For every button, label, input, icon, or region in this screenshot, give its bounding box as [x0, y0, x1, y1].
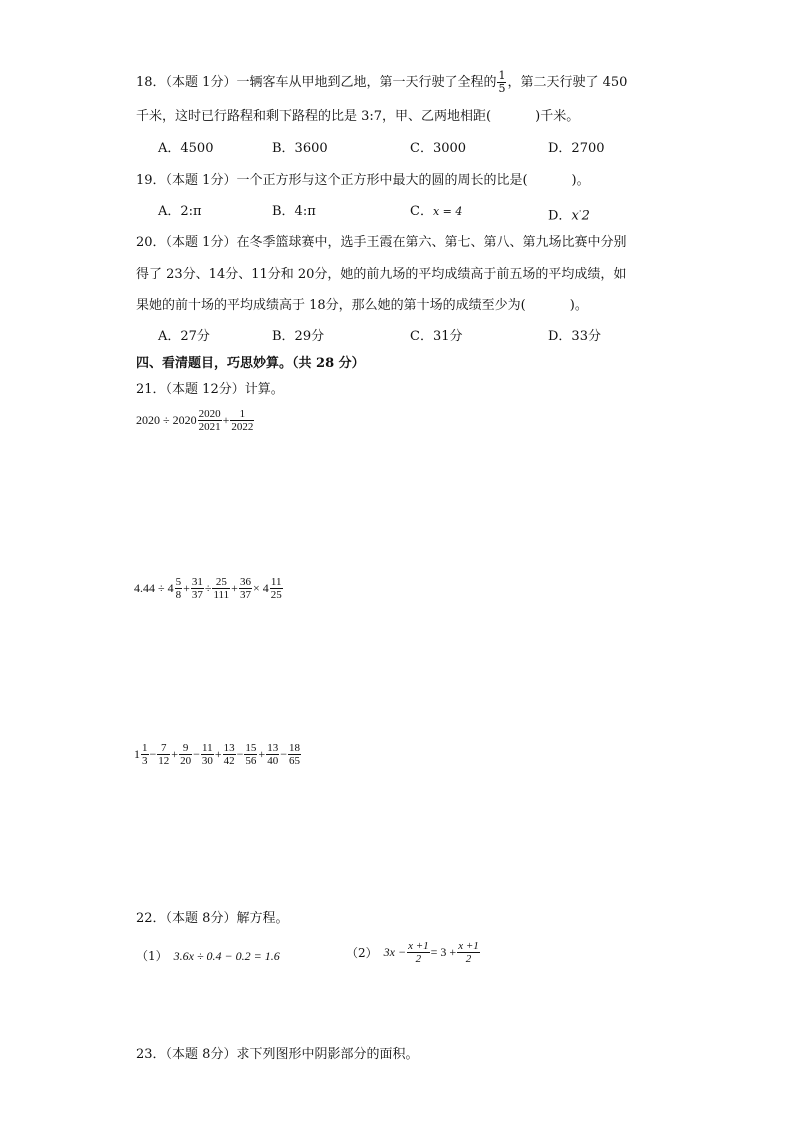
- fraction-den: 8: [175, 589, 182, 601]
- q18-line-1: [136, 70, 627, 95]
- q19-text-a: 19．（本题 1分）一个正方形与这个正方形中最大的圆的周长的比是(: [136, 173, 528, 188]
- fraction-den: 20: [180, 755, 192, 767]
- fraction-den: 2022: [231, 421, 254, 433]
- q20-line-2: 得了 23分、14分、11分和 20分，她的前九场的平均成绩高于前五场的平均成绩，如: [136, 267, 627, 282]
- fraction: [198, 408, 222, 433]
- q19-option-b: B．4:π: [272, 204, 316, 219]
- fraction-den: 2: [415, 953, 422, 965]
- fraction-num: 31: [191, 576, 203, 588]
- fraction-num: 5: [175, 576, 182, 588]
- q19-option-a: A．2:π: [158, 204, 202, 219]
- q20-text-a: 果她的前十场的平均成绩高于 18分，那么她的第十场的成绩至少为(: [136, 298, 526, 313]
- q18-fraction-den: 5: [498, 82, 506, 95]
- fraction-den: 65: [288, 755, 300, 767]
- fraction-den: 56: [245, 755, 257, 767]
- equation-text: 3.6x ÷ 0.4 − 0.2 = 1.6: [173, 949, 280, 963]
- q21-expression-2: [134, 576, 284, 601]
- q18-option-d: D．2700: [548, 141, 605, 156]
- fraction: [230, 408, 254, 433]
- q20-option-b: B．29分: [272, 329, 325, 344]
- operator: +: [222, 413, 230, 427]
- q19-option-c: [410, 203, 462, 221]
- q19-option-d-tail: 2: [581, 208, 590, 224]
- fraction-den: 2021: [198, 421, 221, 433]
- operator: ÷: [204, 581, 212, 595]
- q18-text-c: 千米，这时已行路程和剩下路程的比是 3:7，甲、乙两地相距(: [136, 109, 492, 124]
- q20-line-3: [136, 297, 588, 315]
- fraction-num: 2020: [198, 408, 221, 420]
- fraction-num: 11: [270, 576, 282, 588]
- equation-text: = 3 +: [430, 945, 457, 959]
- q19-option-d: D．x·2: [548, 207, 590, 224]
- fraction-den: 30: [201, 755, 213, 767]
- q19-option-d-math: x: [571, 208, 579, 224]
- fraction: [457, 940, 480, 965]
- operator: +: [171, 747, 179, 761]
- fraction-den: 111: [213, 589, 230, 601]
- q22-equation-1: [136, 947, 280, 964]
- operator: −: [236, 747, 244, 761]
- fraction-den: 37: [191, 589, 203, 601]
- q19-option-c-label: C．: [410, 204, 433, 219]
- fraction-den: 3: [142, 755, 148, 767]
- operator: × 4: [252, 581, 269, 595]
- q20-line-1: 20．（本题 1分）在冬季篮球赛中，选手王霞在第六、第七、第八、第九场比赛中分别: [136, 235, 627, 250]
- q18-text-a: 18．（本题 1分）一辆客车从甲地到乙地，第一天行驶了全程的: [136, 75, 497, 90]
- fraction-num: 11: [202, 742, 213, 754]
- fraction: [407, 940, 430, 965]
- fraction-num: 7: [157, 742, 170, 755]
- fraction: [141, 742, 149, 767]
- q22-title: 22．（本题 8分）解方程。: [136, 911, 289, 926]
- q18-text-b: ，第二天行驶了 450: [507, 75, 628, 90]
- q18-fraction: [497, 70, 506, 95]
- q20-option-c: C．31分: [410, 329, 463, 344]
- fraction-den: 37: [239, 589, 251, 601]
- fraction: [270, 576, 283, 601]
- fraction-num: x +1: [458, 940, 479, 952]
- operator: +: [231, 581, 238, 595]
- fraction: [212, 576, 230, 601]
- section-heading: 四、看清题目，巧思妙算。（共 28 分）: [136, 356, 365, 371]
- q18-option-c: C．3000: [410, 141, 467, 156]
- operator: −: [280, 747, 287, 761]
- fraction-num: 15: [245, 742, 257, 754]
- q18-option-a: A．4500: [158, 141, 214, 156]
- fraction: [179, 742, 192, 767]
- q20-option-a: A．27分: [158, 329, 210, 344]
- fraction: [201, 742, 214, 767]
- fraction: [157, 742, 170, 767]
- q23-title: 23．（本题 8分）求下列图形中阴影部分的面积。: [136, 1047, 419, 1062]
- q18-text-d: )千米。: [535, 109, 580, 124]
- fraction: [288, 742, 301, 767]
- q18-fraction-num: 1: [498, 69, 506, 82]
- operator: +: [258, 747, 266, 761]
- q18-line-2: [136, 108, 579, 126]
- q18-option-b: B．3600: [272, 141, 328, 156]
- fraction: [223, 742, 236, 767]
- q19-option-d-label: D．: [548, 208, 572, 224]
- expression-terms: [149, 742, 302, 767]
- fraction: [266, 742, 279, 767]
- operator: −: [193, 747, 200, 761]
- fraction-num: 1: [230, 408, 254, 421]
- expr-text: 2020 ÷ 2020: [136, 413, 197, 427]
- q21-expression-1: [136, 408, 255, 433]
- fraction-num: 18: [288, 742, 300, 754]
- fraction-den: 2: [465, 953, 472, 965]
- q21-title: 21．（本题 12分）计算。: [136, 382, 284, 397]
- fraction-den: 25: [270, 589, 282, 601]
- operator: +: [214, 747, 222, 761]
- q21-expression-3: [134, 742, 302, 767]
- q20-text-b: )。: [569, 298, 588, 313]
- equation-label: （1）: [136, 949, 168, 963]
- expr-text: 4.44 ÷ 4: [134, 581, 174, 595]
- fraction-num: 36: [239, 576, 251, 588]
- q19-option-c-math: x = 4: [432, 205, 463, 218]
- fraction-num: 1: [142, 742, 148, 754]
- fraction: [244, 742, 257, 767]
- fraction-num: x +1: [408, 940, 429, 952]
- operator: −: [149, 747, 157, 761]
- fraction-den: 40: [267, 755, 279, 767]
- fraction-num: 9: [179, 742, 192, 755]
- fraction: [239, 576, 252, 601]
- equation-label: （2）: [346, 946, 378, 960]
- q19-text-b: )。: [571, 173, 590, 188]
- fraction: [175, 576, 183, 601]
- fraction-den: 12: [158, 755, 170, 767]
- fraction-num: 13: [267, 742, 279, 754]
- operator: +: [183, 581, 190, 595]
- fraction-den: 42: [223, 755, 235, 767]
- q20-option-d: D．33分: [548, 329, 601, 344]
- fraction-num: 25: [212, 576, 230, 589]
- mixed-integer: 1: [134, 747, 140, 761]
- equation-text: 3x −: [383, 945, 407, 959]
- q22-equation-2: [346, 940, 481, 965]
- fraction: [191, 576, 204, 601]
- q19-line-1: [136, 172, 590, 190]
- fraction-num: 13: [223, 742, 235, 754]
